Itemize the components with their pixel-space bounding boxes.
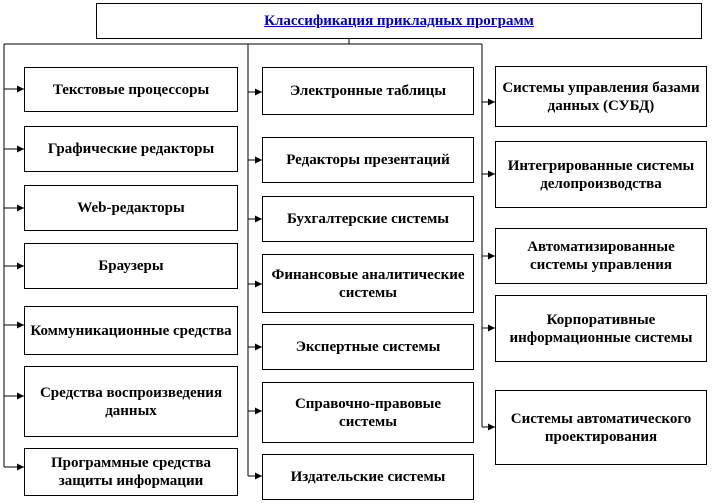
node-financial-analytic-systems: Финансовые аналитические системы: [262, 254, 474, 313]
node-communication-tools: Коммуникационные средства: [24, 306, 238, 355]
node-presentation-editors: Редакторы презентаций: [262, 137, 474, 183]
node-data-playback-tools: Средства воспроизведения данных: [24, 366, 238, 437]
node-publishing-systems: Издательские системы: [262, 454, 474, 500]
node-automated-control-systems: Автоматизированные системы управления: [495, 228, 707, 284]
node-information-security-software: Программные средства защиты информации: [24, 448, 238, 496]
node-dbms: Системы управления базами данных (СУБД): [495, 66, 707, 127]
diagram-title: Классификация прикладных программ: [264, 12, 534, 29]
node-integrated-document-systems: Интегрированные системы делопроизводства: [495, 141, 707, 208]
node-computer-aided-design-systems: Системы автоматического проектирования: [495, 390, 707, 465]
node-browsers: Браузеры: [24, 243, 238, 289]
title-box: [96, 3, 702, 39]
node-legal-reference-systems: Справочно-правовые системы: [262, 382, 474, 443]
node-accounting-systems: Бухгалтерские системы: [262, 196, 474, 242]
node-expert-systems: Экспертные системы: [262, 324, 474, 370]
node-spreadsheets: Электронные таблицы: [262, 67, 474, 115]
node-graphic-editors: Графические редакторы: [24, 126, 238, 172]
node-text-processors: Текстовые процессоры: [24, 67, 238, 112]
node-corporate-information-systems: Корпоративные информационные системы: [495, 295, 707, 362]
node-web-editors: Web-редакторы: [24, 185, 238, 231]
